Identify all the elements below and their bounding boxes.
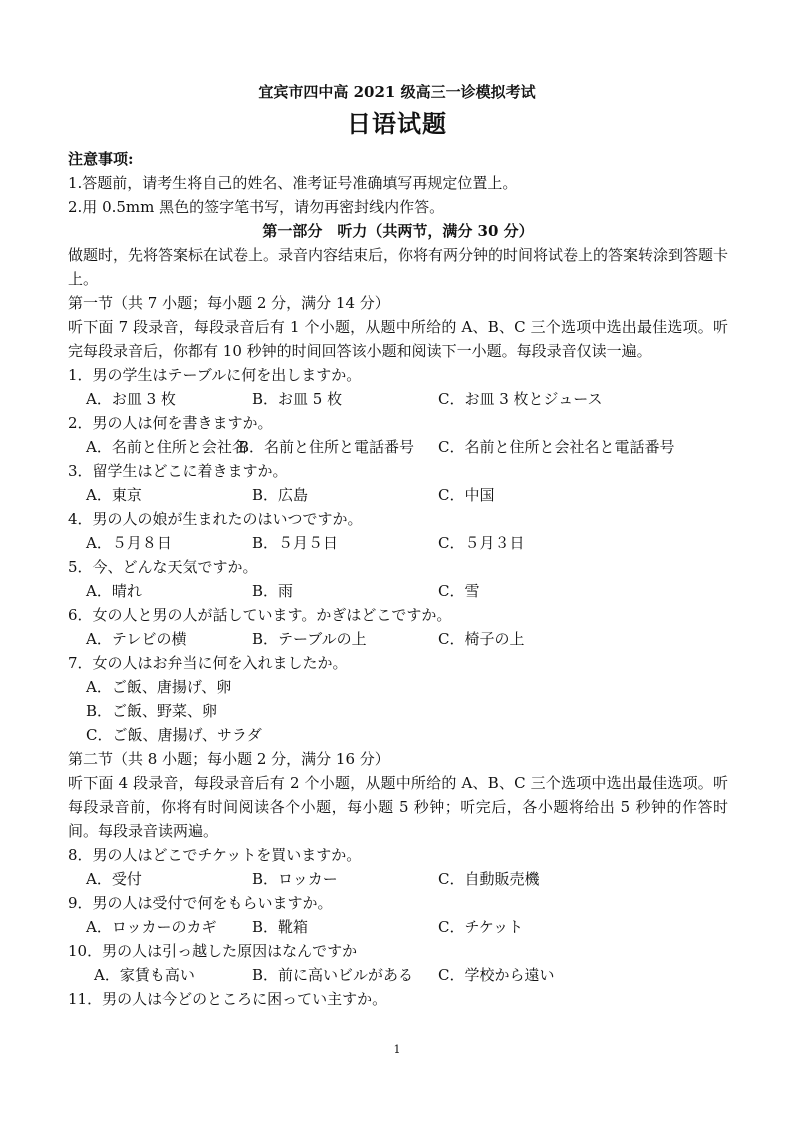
- section1-instruction: 听下面 7 段录音，每段录音后有 1 个小题，从题中所给的 A、B、C 三个选项中选出最佳选项。听完每段录音后，你都有 10 秒钟的时间回答该小题和阅读下一小题。每段录音仅读一遍。: [68, 318, 728, 360]
- options-row: [68, 867, 728, 891]
- option-b: B．ロッカー: [252, 870, 338, 888]
- question-block: [68, 363, 728, 411]
- option-c: C．名前と住所と会社名と電話番号: [438, 438, 675, 456]
- section2-instruction: 听下面 4 段录音，每段录音后有 2 个小题，从题中所给的 A、B、C 三个选项中选出最佳选项。听每段录音前，你将有时间阅读各个小题，每小题 5 秒钟；听完后，各小题将给出 5 秒钟的作答时间。每段录音读两遍。: [68, 774, 728, 840]
- option-b: B．広島: [252, 486, 309, 504]
- options-row: [68, 387, 728, 411]
- question-text: 10．男の人は引っ越した原因はなんですか: [68, 942, 358, 960]
- question-text: 4．男の人の娘が生まれたのはいつですか。: [68, 510, 363, 528]
- options-row: [68, 627, 728, 651]
- option-c: C．ご飯、唐揚げ、サラダ: [86, 726, 262, 744]
- question-text: 2．男の人は何を書きますか。: [68, 414, 273, 432]
- question-block: [68, 507, 728, 555]
- question-text: 11．男の人は今どのところに困ってい主すか。: [68, 990, 388, 1008]
- subject-title: 日语试题: [347, 109, 447, 138]
- section2-title: 第二节（共 8 小题；每小题 2 分，满分 16 分）: [68, 750, 390, 768]
- option-c: C．自動販売機: [438, 870, 540, 888]
- options-row: [68, 435, 728, 459]
- question-block: [68, 603, 728, 651]
- option-b: B．名前と住所と電話番号: [238, 438, 415, 456]
- question-text: 6．女の人と男の人が話しています。かぎはどこですか。: [68, 606, 452, 624]
- option-b: B．テーブルの上: [252, 630, 367, 648]
- option-a: A．名前と住所と会社名: [86, 438, 247, 456]
- question-text: 8．男の人はどこでチケットを買いますか。: [68, 846, 362, 864]
- note-item: 2.用 0.5mm 黑色的签字笔书写，请勿再密封线内作答。: [68, 198, 445, 216]
- option-a: A．テレビの横: [86, 630, 187, 648]
- notes-heading: 注意事项:: [68, 150, 134, 168]
- exam-content: [68, 147, 728, 1011]
- option-c: C．椅子の上: [438, 630, 525, 648]
- option-b: B．お皿 5 枚: [252, 390, 343, 408]
- question-block: [68, 411, 728, 459]
- option-a: A．ご飯、唐揚げ、卵: [86, 678, 232, 696]
- option-a: A．５月８日: [86, 534, 172, 552]
- question-text: 7．女の人はお弁当に何を入れましたか。: [68, 654, 348, 672]
- question-block: [68, 459, 728, 507]
- options-row: [68, 915, 728, 939]
- options-row: [68, 579, 728, 603]
- question-block: [68, 939, 728, 987]
- option-b: B．ご飯、野菜、卵: [86, 702, 218, 720]
- question-text: 3．留学生はどこに着きますか。: [68, 462, 288, 480]
- question-text: 9．男の人は受付で何をもらいますか。: [68, 894, 333, 912]
- question-block: [68, 891, 728, 939]
- option-c: C．雪: [438, 582, 480, 600]
- option-a: A．家賃も高い: [94, 966, 195, 984]
- exam-title: 宜宾市四中高 2021 级高三一诊模拟考试: [258, 83, 536, 101]
- option-c: C．チケット: [438, 918, 524, 936]
- page-number: 1: [393, 1043, 401, 1056]
- options-row: [68, 531, 728, 555]
- part1-instruction: 做题时，先将答案标在试卷上。录音内容结束后，你将有两分钟的时间将试卷上的答案转涂到答题卡上。: [68, 246, 729, 288]
- part1-title: 第一部分 听力（共两节，满分 30 分）: [262, 222, 534, 240]
- option-c: C．お皿 3 枚とジュース: [438, 390, 603, 408]
- option-a: A．晴れ: [86, 582, 142, 600]
- option-b: B．雨: [252, 582, 294, 600]
- note-item: 1.答题前，请考生将自己的姓名、准考证号准确填写再规定位置上。: [68, 174, 518, 192]
- question-block: [68, 555, 728, 603]
- question-text: 5．今、どんな天気ですか。: [68, 558, 258, 576]
- option-a: A．東京: [86, 486, 142, 504]
- options-row: [68, 963, 728, 987]
- question-block: [68, 651, 728, 747]
- option-b: B．靴箱: [252, 918, 309, 936]
- option-a: A．ロッカーのカギ: [86, 918, 217, 936]
- option-a: A．お皿 3 枚: [86, 390, 176, 408]
- section1-title: 第一节（共 7 小题；每小题 2 分，满分 14 分）: [68, 294, 390, 312]
- question-text: 1．男の学生はテーブルに何を出しますか。: [68, 366, 362, 384]
- option-b: B．前に高いビルがある: [252, 966, 414, 984]
- option-b: B．５月５日: [252, 534, 339, 552]
- option-c: C．中国: [438, 486, 495, 504]
- question-block: [68, 843, 728, 891]
- option-a: A．受付: [86, 870, 142, 888]
- option-c: C．５月３日: [438, 534, 525, 552]
- options-row: [68, 483, 728, 507]
- option-c: C．学校から遠い: [438, 966, 555, 984]
